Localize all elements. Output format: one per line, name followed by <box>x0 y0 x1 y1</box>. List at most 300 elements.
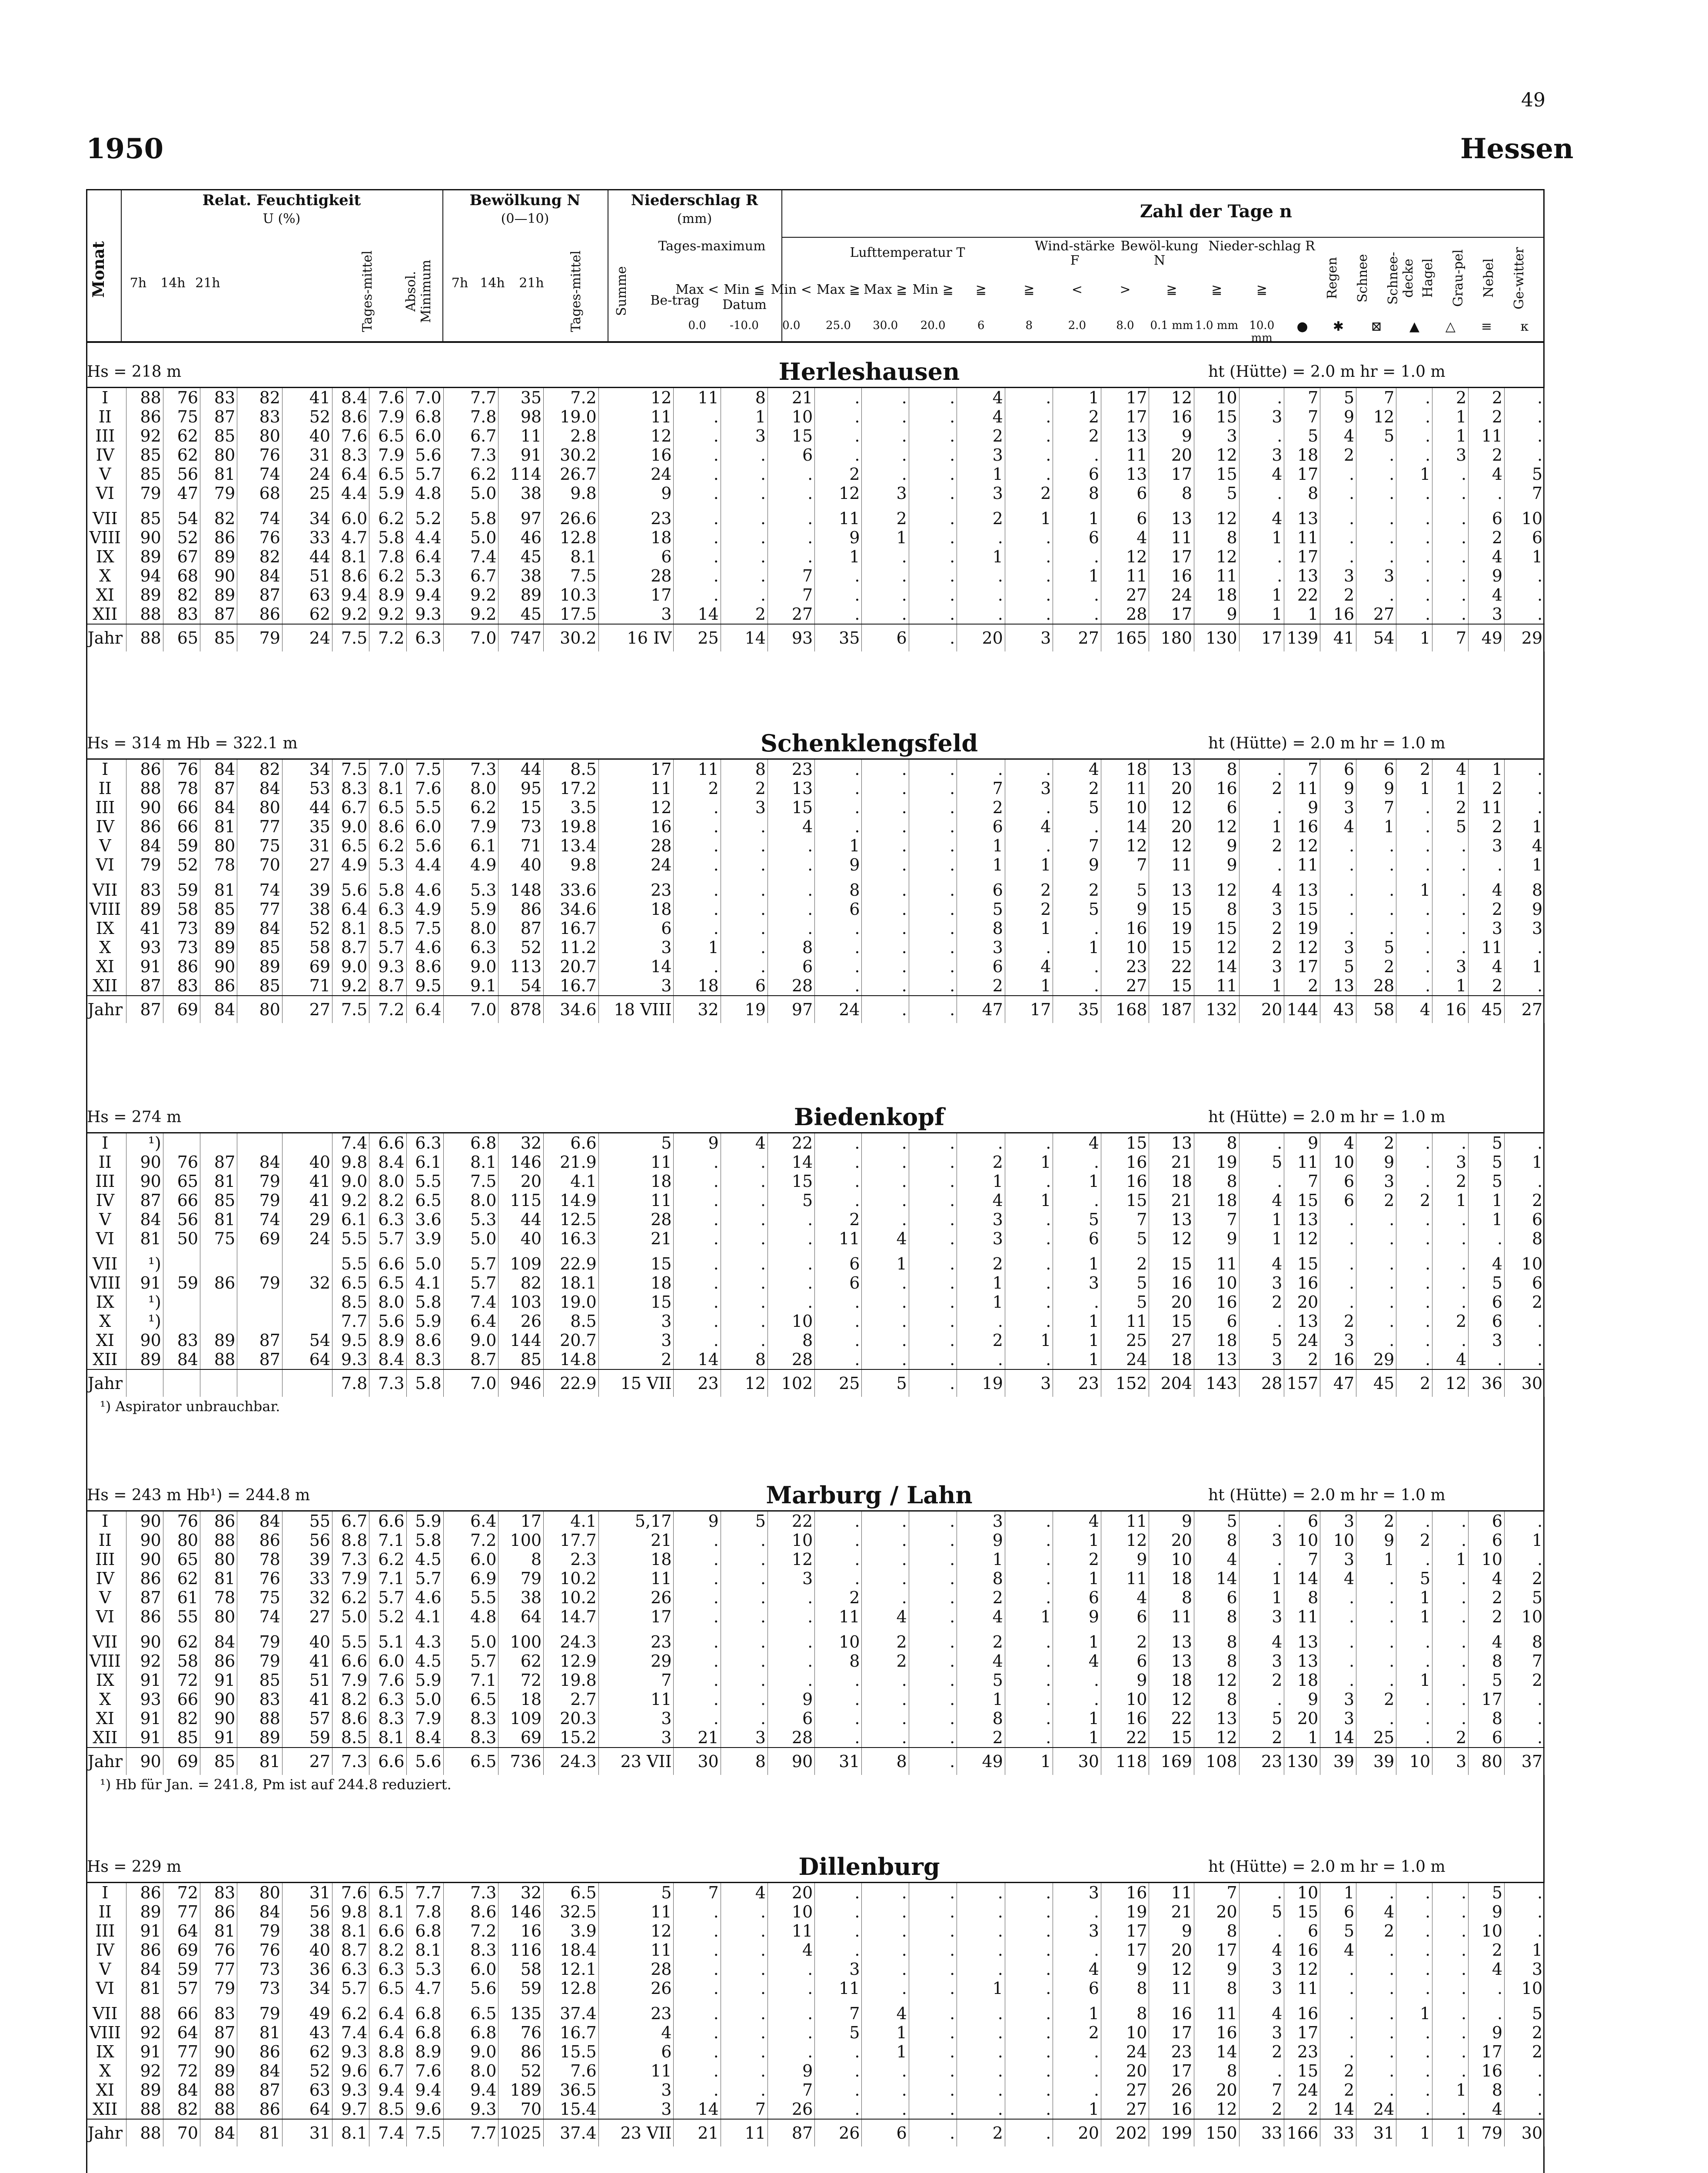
value-cell: 20 <box>1194 1902 1239 1921</box>
value-cell: . <box>1239 566 1284 585</box>
value-cell: . <box>674 1671 721 1690</box>
spacer-cell <box>957 1248 1005 1254</box>
value-cell: . <box>815 1671 862 1690</box>
value-cell: . <box>1432 2100 1469 2119</box>
value-cell: . <box>1239 1690 1284 1709</box>
month-cell: VII <box>86 880 126 900</box>
value-cell: 1 <box>1053 1312 1101 1331</box>
value-cell: . <box>862 426 909 445</box>
value-cell: 12 <box>1149 1960 1194 1979</box>
table-row <box>86 1550 1545 1569</box>
value-cell: 23 <box>598 2004 674 2023</box>
value-cell: 16 <box>1194 779 1239 798</box>
value-cell: 14 <box>768 1153 814 1172</box>
value-cell: . <box>909 2080 957 2100</box>
value-cell: 4 <box>721 1883 768 1902</box>
value-cell: 23 <box>1149 2042 1194 2061</box>
spacer-cell <box>1005 1626 1053 1632</box>
value-cell: 11 <box>815 1229 862 1248</box>
value-cell: 9 <box>1284 1690 1320 1709</box>
value-cell: 11 <box>815 509 862 528</box>
value-cell: 91 <box>126 1709 163 1728</box>
value-cell <box>237 1133 282 1153</box>
value-cell: 33.6 <box>544 880 599 900</box>
value-cell: . <box>1396 1273 1432 1293</box>
value-cell: 82 <box>237 388 282 407</box>
value-cell: 5 <box>1053 1210 1101 1229</box>
value-cell: 6 <box>1053 1229 1101 1248</box>
value-cell: 19.0 <box>544 407 599 426</box>
value-cell: 6.2 <box>332 1588 369 1607</box>
value-cell: 86 <box>200 1651 237 1671</box>
value-cell: . <box>862 585 909 605</box>
value-cell: 33 <box>282 1569 332 1588</box>
value-cell: 27 <box>1149 1331 1194 1350</box>
value-cell: 7.8 <box>406 1902 443 1921</box>
value-cell: . <box>862 547 909 566</box>
value-cell: . <box>1320 509 1356 528</box>
table-row <box>86 938 1545 957</box>
value-cell <box>200 1369 237 1397</box>
spacer-cell <box>1239 1248 1284 1254</box>
value-cell: 11 <box>1149 528 1194 547</box>
value-cell: 3 <box>598 976 674 996</box>
value-cell: . <box>909 996 957 1023</box>
value-cell: 6.2 <box>369 1550 406 1569</box>
value-cell: 3 <box>721 426 768 445</box>
value-cell: 7.2 <box>443 1531 498 1550</box>
value-cell: 73 <box>237 1960 282 1979</box>
value-cell: 3 <box>598 2100 674 2119</box>
month-cell: XII <box>86 1350 126 1369</box>
value-cell: . <box>674 900 721 919</box>
value-cell: 35 <box>282 817 332 836</box>
value-cell: 2 <box>815 465 862 484</box>
value-cell: 202 <box>1101 2119 1149 2146</box>
value-cell: 8 <box>957 919 1005 938</box>
header-bewoelk-unit: (0—10) <box>501 211 549 226</box>
value-cell: 168 <box>1101 996 1149 1023</box>
value-cell: . <box>1396 938 1432 957</box>
value-cell: . <box>721 2061 768 2080</box>
value-cell: 79 <box>237 624 282 651</box>
value-cell: 3 <box>1505 919 1545 938</box>
value-cell: 6.6 <box>332 1651 369 1671</box>
month-cell: Jahr <box>86 1748 126 1775</box>
value-cell: 1 <box>1053 509 1101 528</box>
month-cell: V <box>86 1210 126 1229</box>
spacer-cell <box>332 1998 369 2004</box>
value-cell: . <box>1320 880 1356 900</box>
value-cell: 10 <box>1101 938 1149 957</box>
value-cell: 2 <box>815 1210 862 1229</box>
value-cell: 8.1 <box>544 547 599 566</box>
spacer-cell <box>1101 874 1149 880</box>
value-cell: . <box>1005 1273 1053 1293</box>
value-cell: 5.9 <box>406 1671 443 1690</box>
value-cell: 38 <box>498 484 544 503</box>
value-cell: . <box>815 817 862 836</box>
value-cell: 18 <box>1149 1350 1194 1369</box>
value-cell: 1 <box>1396 1671 1432 1690</box>
value-cell: . <box>1432 585 1469 605</box>
value-cell: 8 <box>721 388 768 407</box>
value-cell: . <box>1505 407 1545 426</box>
value-cell: 6 <box>1194 798 1239 817</box>
value-cell: 2 <box>1053 2023 1101 2042</box>
value-cell: 5 <box>1239 1153 1284 1172</box>
value-cell: 2 <box>1320 445 1356 465</box>
month-cell: VII <box>86 1254 126 1273</box>
value-cell: 1 <box>1432 407 1469 426</box>
value-cell: 19 <box>1149 919 1194 938</box>
spacer-cell <box>498 1248 544 1254</box>
value-cell: 15 <box>1284 1902 1320 1921</box>
value-cell: 2 <box>1469 388 1505 407</box>
value-cell: 28 <box>768 1350 814 1369</box>
value-cell: . <box>909 1312 957 1331</box>
value-cell: . <box>721 484 768 503</box>
value-cell: 91 <box>126 1273 163 1293</box>
value-cell: 109 <box>498 1254 544 1273</box>
value-cell: 84 <box>163 1350 200 1369</box>
value-cell: 4 <box>862 1607 909 1626</box>
value-cell: 1 <box>1053 1531 1101 1550</box>
value-cell: 9.4 <box>443 2080 498 2100</box>
value-cell <box>163 1369 200 1397</box>
value-cell: 1 <box>1053 566 1101 585</box>
spacer-cell <box>1053 874 1101 880</box>
value-cell: . <box>1396 1331 1432 1350</box>
value-cell: 94 <box>126 566 163 585</box>
value-cell: 63 <box>282 2080 332 2100</box>
value-cell: 5 <box>1505 465 1545 484</box>
value-cell: 1 <box>1505 1940 1545 1960</box>
month-cell: VII <box>86 1632 126 1651</box>
value-cell: 8.9 <box>369 1331 406 1350</box>
value-cell: 11 <box>1194 976 1239 996</box>
value-cell: 27 <box>282 1748 332 1775</box>
value-cell: 5.0 <box>332 1607 369 1626</box>
value-cell: . <box>909 547 957 566</box>
value-cell: 66 <box>163 798 200 817</box>
value-cell: 8.1 <box>369 1902 406 1921</box>
value-cell: 5.6 <box>406 1748 443 1775</box>
value-cell: 4 <box>862 2004 909 2023</box>
value-cell: 54 <box>498 976 544 996</box>
value-cell: 90 <box>126 1531 163 1550</box>
value-cell: 9 <box>768 1690 814 1709</box>
value-cell: 7.9 <box>406 1709 443 1728</box>
value-cell: 90 <box>126 1550 163 1569</box>
value-cell: 8.5 <box>369 2100 406 2119</box>
value-cell: 2.3 <box>544 1550 599 1569</box>
header-tagesmittel: Tages-mittel <box>360 250 375 332</box>
value-cell: 7.6 <box>406 2061 443 2080</box>
value-cell: 23 <box>1239 1748 1284 1775</box>
month-cell: I <box>86 1133 126 1153</box>
value-cell: 36 <box>1469 1369 1505 1397</box>
value-cell: 98 <box>498 407 544 426</box>
value-cell: 1 <box>1396 465 1432 484</box>
spacer-cell <box>598 1998 674 2004</box>
value-cell: . <box>768 1960 814 1979</box>
value-cell: 9 <box>1101 1550 1149 1569</box>
value-cell: . <box>674 1172 721 1191</box>
value-cell: 84 <box>237 1902 282 1921</box>
value-cell: . <box>1356 2080 1396 2100</box>
value-cell: 5.0 <box>406 1254 443 1273</box>
value-cell: 10 <box>1505 1254 1545 1273</box>
value-cell: 7.4 <box>332 2023 369 2042</box>
station-table <box>86 1882 1545 2146</box>
month-cell: VIII <box>86 900 126 919</box>
value-cell: 6.1 <box>332 1210 369 1229</box>
value-cell: . <box>721 528 768 547</box>
value-cell: . <box>1505 798 1545 817</box>
value-cell: . <box>1432 1331 1469 1350</box>
value-cell: 8 <box>1284 1588 1320 1607</box>
value-cell: 77 <box>237 900 282 919</box>
value-cell: 3 <box>957 1229 1005 1248</box>
value-cell: 24 <box>282 465 332 484</box>
value-cell: . <box>909 1273 957 1293</box>
value-cell: . <box>721 2023 768 2042</box>
value-cell: 5 <box>1469 1133 1505 1153</box>
value-cell: 12 <box>768 1550 814 1569</box>
value-cell: 4.5 <box>406 1550 443 1569</box>
value-cell: . <box>1432 566 1469 585</box>
value-cell: 2 <box>1239 2100 1284 2119</box>
value-cell: 2 <box>1432 1172 1469 1191</box>
value-cell: . <box>1005 1133 1053 1153</box>
value-cell: 3 <box>1239 900 1284 919</box>
value-cell: 16 <box>1101 1172 1149 1191</box>
value-cell: 5 <box>1101 1293 1149 1312</box>
spacer-cell <box>1005 503 1053 509</box>
value-cell: 5 <box>1432 817 1469 836</box>
value-cell: 6 <box>1101 509 1149 528</box>
value-cell: . <box>909 1709 957 1728</box>
value-cell: 135 <box>498 2004 544 2023</box>
value-cell: . <box>909 1210 957 1229</box>
value-cell: 4.8 <box>406 484 443 503</box>
value-cell: . <box>768 919 814 938</box>
value-cell: 7.2 <box>369 996 406 1023</box>
value-cell: 6 <box>598 547 674 566</box>
value-cell: 1 <box>1053 1569 1101 1588</box>
spacer-cell <box>598 503 674 509</box>
value-cell: 4 <box>768 1940 814 1960</box>
value-cell: . <box>909 836 957 855</box>
value-cell: 59 <box>498 1979 544 1998</box>
value-cell: . <box>721 836 768 855</box>
value-cell: 3 <box>1320 1550 1356 1569</box>
value-cell: 26.7 <box>544 465 599 484</box>
spacer-cell <box>1149 1626 1194 1632</box>
table-row <box>86 1210 1545 1229</box>
spacer-cell <box>815 1998 862 2004</box>
value-cell: . <box>1356 1960 1396 1979</box>
spacer-cell <box>237 874 282 880</box>
spacer-cell <box>862 1248 909 1254</box>
value-cell: 12 <box>1194 509 1239 528</box>
month-cell: II <box>86 779 126 798</box>
value-cell: 57 <box>282 1709 332 1728</box>
value-cell: 8.0 <box>443 919 498 938</box>
value-cell: 25 <box>1356 1728 1396 1748</box>
value-cell: . <box>674 1229 721 1248</box>
value-cell: 8.6 <box>332 566 369 585</box>
value-cell <box>163 1312 200 1331</box>
value-cell: . <box>1320 919 1356 938</box>
value-cell: 5.6 <box>406 836 443 855</box>
value-cell: 1 <box>1239 817 1284 836</box>
value-cell: . <box>1005 1254 1053 1273</box>
value-cell: 89 <box>237 1728 282 1748</box>
value-cell <box>282 1293 332 1312</box>
value-cell: 21 <box>598 1531 674 1550</box>
value-cell: 6.7 <box>369 2061 406 2080</box>
station-footnote: ¹) Hb für Jan. = 241.8, Pm ist auf 244.8 reduziert. <box>100 1776 452 1793</box>
value-cell: . <box>909 445 957 465</box>
value-cell: . <box>1356 445 1396 465</box>
value-cell: 1025 <box>498 2119 544 2146</box>
value-cell: 8.1 <box>369 779 406 798</box>
value-cell: . <box>862 1588 909 1607</box>
month-cell: XII <box>86 2100 126 2119</box>
value-cell: 3 <box>1469 1331 1505 1350</box>
value-cell: . <box>721 1569 768 1588</box>
value-cell: 5 <box>1469 1883 1505 1902</box>
value-cell: 1 <box>862 2023 909 2042</box>
value-cell: . <box>1005 2080 1053 2100</box>
value-cell: . <box>768 1651 814 1671</box>
value-cell: 91 <box>126 1728 163 1748</box>
spacer-cell <box>86 1626 126 1632</box>
spacer-cell <box>1284 874 1320 880</box>
value-cell: . <box>1320 1671 1356 1690</box>
value-cell: 86 <box>237 2100 282 2119</box>
value-cell: 4 <box>957 1651 1005 1671</box>
value-cell: . <box>1320 465 1356 484</box>
spacer-cell <box>163 1248 200 1254</box>
value-cell: 26 <box>1149 2080 1194 2100</box>
value-cell: . <box>909 1960 957 1979</box>
header-feucht-title: Relat. Feuchtigkeit <box>202 192 361 209</box>
value-cell: 8.4 <box>406 1728 443 1748</box>
value-cell: 10 <box>1469 1550 1505 1569</box>
divider <box>781 189 782 341</box>
spacer-cell <box>200 874 237 880</box>
spacer-cell <box>909 1998 957 2004</box>
value-cell: 9 <box>1356 1153 1396 1172</box>
value-cell: . <box>909 1293 957 1312</box>
value-cell: 62 <box>498 1651 544 1671</box>
value-cell: . <box>909 1979 957 1998</box>
value-cell: . <box>768 509 814 528</box>
value-cell: 69 <box>163 1748 200 1775</box>
value-cell: 7.5 <box>332 996 369 1023</box>
value-cell: 20 <box>1053 2119 1101 2146</box>
value-cell: 16 <box>1432 996 1469 1023</box>
table-row <box>86 445 1545 465</box>
value-cell: 17 <box>1284 547 1320 566</box>
spacer-cell <box>1101 1248 1149 1254</box>
value-cell: 9.0 <box>332 1172 369 1191</box>
spacer-cell <box>1469 1248 1505 1254</box>
value-cell: . <box>1356 1632 1396 1651</box>
month-cell: VI <box>86 1229 126 1248</box>
value-cell: 36 <box>282 1960 332 1979</box>
value-cell: . <box>1320 2042 1356 2061</box>
header-threshold-value: 2.0 <box>1068 319 1086 332</box>
value-cell: . <box>721 509 768 528</box>
value-cell: 9.5 <box>332 1331 369 1350</box>
value-cell: . <box>815 779 862 798</box>
value-cell: 6.3 <box>369 1690 406 1709</box>
value-cell: 6.7 <box>332 1512 369 1531</box>
value-cell: 33 <box>1320 2119 1356 2146</box>
value-cell: . <box>1396 2023 1432 2042</box>
value-cell: 74 <box>237 465 282 484</box>
spacer-cell <box>1320 874 1356 880</box>
table-row <box>86 855 1545 874</box>
value-cell: 19.8 <box>544 817 599 836</box>
value-cell: . <box>674 1940 721 1960</box>
value-cell: . <box>674 2061 721 2080</box>
value-cell: 52 <box>282 2061 332 2080</box>
value-cell: . <box>1396 1902 1432 1921</box>
value-cell: 84 <box>237 566 282 585</box>
value-cell: 12 <box>1194 938 1239 957</box>
header-threshold-op: ≧ <box>1211 282 1223 297</box>
value-cell: 3 <box>957 445 1005 465</box>
value-cell: 2 <box>1432 1728 1469 1748</box>
value-cell: 5.8 <box>369 880 406 900</box>
value-cell: . <box>862 1172 909 1191</box>
value-cell: 2 <box>957 1254 1005 1273</box>
value-cell: 87 <box>237 2080 282 2100</box>
row-spacer <box>86 503 1545 509</box>
value-cell: . <box>1396 528 1432 547</box>
value-cell: . <box>1505 2080 1545 2100</box>
spacer-cell <box>282 1248 332 1254</box>
spacer-cell <box>1239 874 1284 880</box>
table-row <box>86 2004 1545 2023</box>
value-cell: 8 <box>1194 900 1239 919</box>
table-row <box>86 465 1545 484</box>
value-cell: 15 <box>768 426 814 445</box>
value-cell: 16 <box>1149 566 1194 585</box>
value-cell: 24 <box>1101 1350 1149 1369</box>
value-cell: 11 <box>1284 1153 1320 1172</box>
value-cell: 12 <box>1101 547 1149 566</box>
value-cell: 47 <box>1320 1369 1356 1397</box>
value-cell: 9.8 <box>332 1153 369 1172</box>
value-cell: . <box>1396 1153 1432 1172</box>
value-cell: . <box>674 919 721 938</box>
value-cell: . <box>1432 1883 1469 1902</box>
spacer-cell <box>163 1998 200 2004</box>
value-cell: 1 <box>1053 1254 1101 1273</box>
value-cell: . <box>1005 1312 1053 1331</box>
value-cell: 20 <box>1194 2080 1239 2100</box>
station-height-label: Hs = 229 m <box>87 1858 182 1876</box>
value-cell: 84 <box>237 779 282 798</box>
value-cell: 13 <box>1194 1709 1239 1728</box>
spacer-cell <box>815 874 862 880</box>
